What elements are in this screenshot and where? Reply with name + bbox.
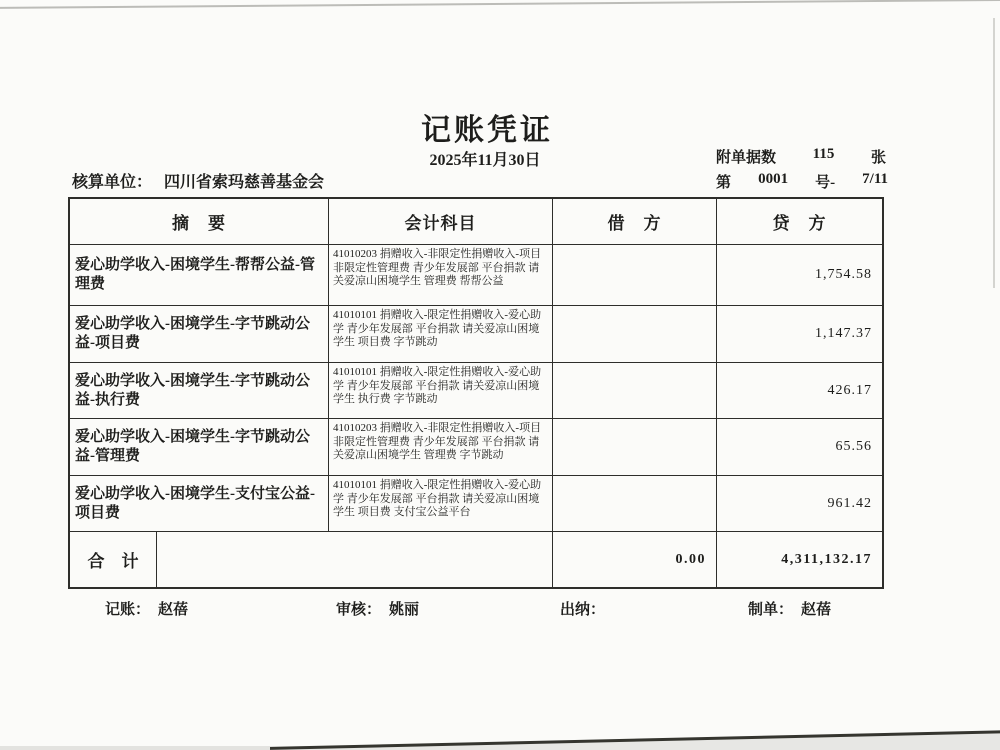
reviewer-name: 姚丽 <box>389 602 420 618</box>
total-debit: 0.00 <box>552 532 716 587</box>
total-credit: 4,311,132.17 <box>716 532 882 587</box>
accounting-unit-label: 核算单位： <box>72 174 153 191</box>
cashier-label: 出纳： <box>560 602 606 618</box>
total-blank-cell <box>156 532 552 587</box>
table-row <box>70 244 882 305</box>
row-debit <box>552 476 716 531</box>
page-title: 记账凭证 <box>421 114 553 147</box>
scan-right-paper-edge <box>993 18 995 288</box>
row-summary: 爱心助学收入-困境学生-字节跳动公益-管理费 <box>75 429 310 464</box>
accounting-unit <box>72 169 324 192</box>
row-summary: 爱心助学收入-困境学生-字节跳动公益-执行费 <box>75 372 310 408</box>
row-credit: 426.17 <box>716 363 882 418</box>
preparer-label: 制单： <box>748 602 794 618</box>
voucher-number-prefix: 第 <box>716 175 732 191</box>
table-row <box>70 418 882 475</box>
scan-top-paper-edge <box>0 0 1000 9</box>
voucher-number <box>716 171 888 192</box>
row-account: 41010203 捐赠收入-非限定性捐赠收入-项目非限定性管理费 青少年发展部 平台捐款 请关爱凉山困境学生 管理费 字节跳动 <box>328 419 552 475</box>
table-header-row <box>70 199 882 244</box>
row-summary: 爱心助学收入-困境学生-支付宝公益-项目费 <box>75 485 315 521</box>
header-account: 会计科目 <box>328 199 552 244</box>
row-account: 41010101 捐赠收入-限定性捐赠收入-爱心助学 青少年发展部 平台捐款 请关爱凉山困境学生 执行费 字节跳动 <box>328 363 552 418</box>
row-summary: 爱心助学收入-困境学生-字节跳动公益-项目费 <box>75 316 310 351</box>
row-credit: 65.56 <box>716 419 882 475</box>
attachment-unit: 张 <box>870 150 886 166</box>
header-debit: 借 方 <box>552 199 716 244</box>
row-credit: 1,147.37 <box>716 306 882 362</box>
bookkeeper-label: 记账： <box>105 602 151 618</box>
voucher-number-suffix: 号- <box>815 175 836 191</box>
reviewer-signature <box>336 598 419 619</box>
row-debit <box>552 245 716 305</box>
attachment-count: 115 <box>812 146 835 162</box>
reviewer-label: 审核： <box>336 602 382 618</box>
attachment-info <box>716 146 886 167</box>
row-summary: 爱心助学收入-困境学生-帮帮公益-管理费 <box>75 257 315 292</box>
table-row <box>70 362 882 418</box>
row-debit <box>552 419 716 475</box>
table-row <box>70 305 882 362</box>
voucher-date: 2025年11月30日 <box>429 152 541 169</box>
voucher-table <box>68 197 884 589</box>
header-summary: 摘 要 <box>172 214 226 233</box>
bookkeeper-signature <box>105 598 188 619</box>
row-credit: 1,754.58 <box>716 245 882 305</box>
table-total-row <box>70 531 882 587</box>
row-debit <box>552 306 716 362</box>
bookkeeper-name: 赵蓓 <box>158 602 189 618</box>
row-account: 41010101 捐赠收入-限定性捐赠收入-爱心助学 青少年发展部 平台捐款 请关爱凉山困境学生 项目费 字节跳动 <box>328 306 552 362</box>
accounting-unit-name: 四川省索玛慈善基金会 <box>164 174 325 191</box>
row-account: 41010203 捐赠收入-非限定性捐赠收入-项目非限定性管理费 青少年发展部 平台捐款 请关爱凉山困境学生 管理费 帮帮公益 <box>328 245 552 305</box>
row-account: 41010101 捐赠收入-限定性捐赠收入-爱心助学 青少年发展部 平台捐款 请关爱凉山困境学生 项目费 支付宝公益平台 <box>328 476 552 531</box>
total-label: 合 计 <box>87 552 139 571</box>
row-debit <box>552 363 716 418</box>
row-credit: 961.42 <box>716 476 882 531</box>
voucher-number-value: 0001 <box>758 171 789 187</box>
preparer-signature <box>748 598 831 619</box>
cashier-signature <box>560 598 613 619</box>
scan-bottom-left-edge <box>0 746 270 750</box>
voucher-page-number: 7/11 <box>862 171 888 187</box>
preparer-name: 赵蓓 <box>801 602 832 618</box>
attachment-label: 附单据数 <box>716 150 777 166</box>
table-row <box>70 475 882 531</box>
header-credit: 贷 方 <box>716 199 882 244</box>
